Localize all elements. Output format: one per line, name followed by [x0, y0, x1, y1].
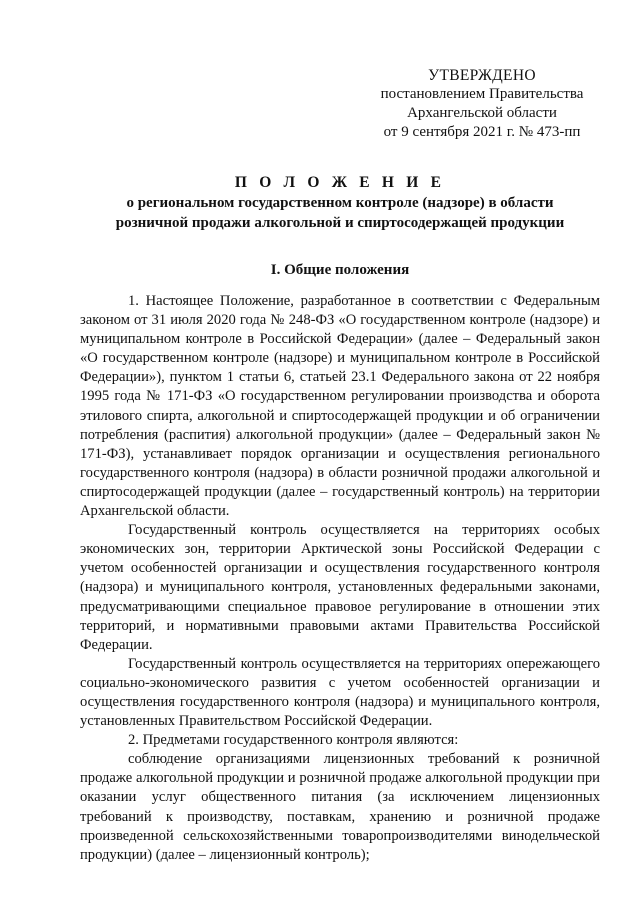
title-line-1: о региональном государственном контроле (надзоре) в области	[126, 195, 554, 211]
section-heading: I. Общие положения	[270, 262, 410, 278]
title-line-2: розничной продажи алкогольной и спиртосодержащей продукции	[115, 215, 565, 231]
paragraph-3: Государственный контроль осуществляется на территориях опережающего социально-экономического развития с учетом особенностей организации и осуществления государственного контроля (надзора) и муниципального контроля, установленных Правительством Российской Федерации.	[80, 655, 600, 730]
approval-line-region: Архангельской области	[407, 105, 557, 121]
paragraph-2: Государственный контроль осуществляется на территориях особых экономических зон, территории Арктической зоны Российской Федерации с учетом особенностей организации и осуществления государственного контроля (надзора) и муниципального контроля, установленных федеральными законами, предусматривающими специальное правовое регулирование в отношении этих территорий, и нормативными правовыми актами Правительства Российской Федерации.	[80, 522, 600, 653]
paragraph-1: 1. Настоящее Положение, разработанное в соответствии с Федеральным законом от 31 июля 2020 года № 248-ФЗ «О государственном контроле (надзоре) и муниципальном контроле в Российской Федерации» (далее – Федеральный закон «О государственном контроле (надзоре) и муниципальном контроле в Российской Федерации»), пунктом 1 статьи 6, статьей 23.1 Федерального закона от 22 ноября 1995 года № 171-ФЗ «О государственном регулировании производства и оборота этилового спирта, алкогольной и спиртосодержащей продукции и об ограничении потребления (распития) алкогольной продукции» (далее – Федеральный закон № 171-ФЗ), устанавливает порядок организации и осуществления регионального государственного контроля (надзора) в области розничной продажи алкогольной и спиртосодержащей продукции (далее – государственный контроль) на территории Архангельской области.	[80, 293, 600, 520]
title-heading: П О Л О Ж Е Н И Е	[234, 174, 446, 191]
approval-line-resolution: постановлением Правительства	[380, 86, 584, 102]
approval-stamp	[352, 66, 612, 142]
document-body	[80, 292, 600, 865]
document-title	[80, 173, 600, 233]
paragraph-5: соблюдение организациями лицензионных требований к розничной продаже алкогольной продукции и розничной продаже алкогольной продукции при оказании услуг общественного питания (за исключением лицензионных требований к производству, поставкам, хранению и розничной продаже произведенной сельскохозяйственными товаропроизводителями винодельческой продукции) (далее – лицензионный контроль);	[80, 751, 600, 863]
paragraph-4: 2. Предметами государственного контроля являются:	[128, 732, 459, 749]
approval-line-date-number: от 9 сентября 2021 г. № 473-пп	[383, 124, 581, 140]
approval-line-approved: УТВЕРЖДЕНО	[428, 67, 536, 84]
